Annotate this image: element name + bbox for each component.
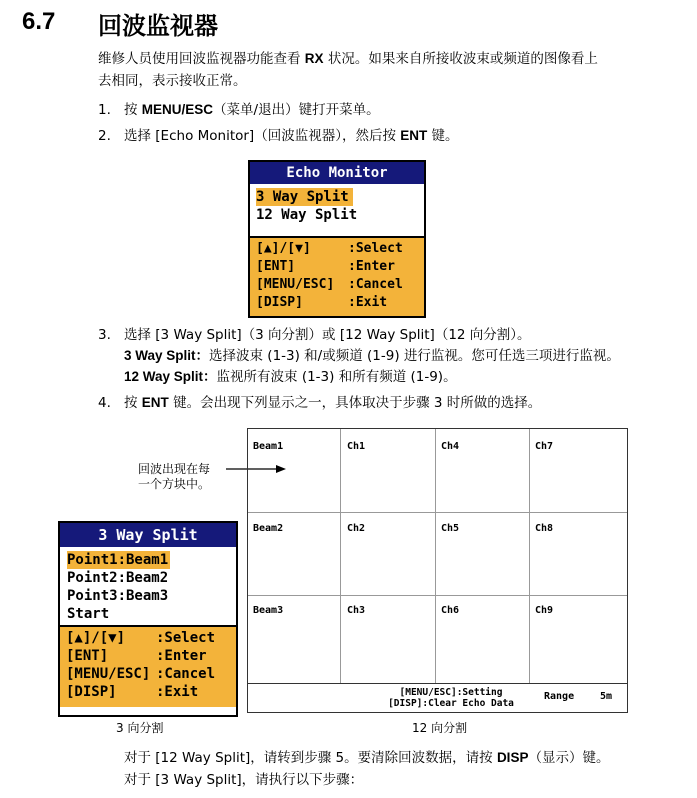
range-label: Range: [544, 691, 575, 702]
footer-setting: [MENU/ESC]:Setting: [399, 687, 503, 698]
menu-key-legend: [250, 236, 424, 316]
key-menu-esc: MENU/ESC: [141, 102, 214, 117]
cell-beam3: Beam3: [253, 605, 284, 616]
section-number: 6.7: [22, 8, 56, 35]
cell-beam1: Beam1: [253, 441, 284, 452]
footer-clear: [DISP]:Clear Echo Data: [388, 698, 514, 709]
intro-rx: RX: [304, 51, 324, 66]
step-4: [98, 393, 678, 413]
step-number: 4.: [98, 395, 111, 411]
grid-divider: [529, 429, 530, 683]
cell-ch1: Ch1: [347, 441, 366, 452]
key-menu-esc: [MENU/ESC]: [256, 277, 335, 292]
caption-12way: 12 向分割: [412, 721, 468, 735]
cell-ch8: Ch8: [535, 523, 554, 534]
menu-item-point1[interactable]: Point1:Beam1: [67, 552, 169, 568]
three-way-split-menu: [58, 521, 238, 717]
twelve-way-split-display: [247, 428, 628, 713]
step3-detail-3way: [124, 346, 694, 366]
key-action: :Exit: [156, 684, 199, 700]
cell-ch7: Ch7: [535, 441, 554, 452]
outro-line2: 对于 [3 Way Split]，请执行以下步骤：: [124, 772, 364, 788]
step-text: 按: [124, 395, 142, 411]
callout-line1: 回波出现在每: [138, 462, 211, 476]
outro-text-cont: （显示）键。: [528, 750, 610, 766]
step-number: 1.: [98, 102, 111, 118]
key-disp: [DISP]: [256, 295, 303, 310]
detail-text: 监视所有波束 (1-3) 和所有频道 (1-9)。: [216, 369, 457, 385]
key-ent: ENT: [141, 395, 169, 410]
detail-label: 3 Way Split：: [124, 348, 210, 363]
step-text-cont: 键。: [427, 128, 459, 144]
menu-key-legend: [60, 625, 236, 707]
step-text-cont: 键。会出现下列显示之一，具体取决于步骤 3 时所做的选择。: [168, 395, 542, 411]
cell-ch9: Ch9: [535, 605, 554, 616]
menu-item-point3[interactable]: Point3:Beam3: [67, 588, 169, 604]
step-text: 选择 [Echo Monitor]（回波监视器），然后按: [124, 128, 401, 144]
cell-ch2: Ch2: [347, 523, 366, 534]
menu-item-12way[interactable]: 12 Way Split: [256, 207, 358, 223]
cell-ch3: Ch3: [347, 605, 366, 616]
callout-line2: 一个方块中。: [138, 477, 211, 491]
intro-text: 维修人员使用回波监视器功能查看: [98, 51, 305, 67]
outro-text: 对于 [12 Way Split]，请转到步骤 5。要清除回波数据，请按: [124, 750, 497, 766]
caption-3way: 3 向分割: [116, 721, 164, 735]
echo-monitor-menu: [248, 160, 426, 318]
grid-divider: [248, 595, 627, 596]
step-3: [98, 325, 678, 345]
outro-paragraph: [124, 747, 694, 791]
cell-beam2: Beam2: [253, 523, 284, 534]
key-ent: [ENT]: [256, 259, 296, 274]
step-text: 按: [124, 102, 142, 118]
step3-detail-12way: [124, 367, 694, 387]
key-menu-esc: [MENU/ESC]: [66, 666, 151, 682]
key-disp: [DISP]: [66, 684, 117, 700]
grid-divider: [248, 512, 627, 513]
key-action: :Cancel: [348, 277, 403, 292]
key-action: :Enter: [156, 648, 207, 664]
callout-text: [138, 462, 210, 492]
intro-line2: 去相同，表示接收正常。: [98, 73, 247, 89]
intro-text-cont: 状况。如果来自所接收波束或频道的图像看上: [323, 51, 598, 67]
key-action: :Select: [348, 241, 403, 256]
grid-divider: [435, 429, 436, 683]
step-text-cont: （菜单/退出）键打开菜单。: [213, 102, 380, 118]
key-ent: ENT: [400, 128, 428, 143]
grid-divider: [248, 683, 627, 684]
grid-divider: [340, 429, 341, 683]
menu-item-start[interactable]: Start: [67, 606, 110, 622]
key-action: :Enter: [348, 259, 395, 274]
detail-text: 选择波束 (1-3) 和/或频道 (1-9) 进行监视。您可任选三项进行监视。: [209, 348, 620, 364]
cell-ch4: Ch4: [441, 441, 460, 452]
menu-item-point2[interactable]: Point2:Beam2: [67, 570, 169, 586]
step-2: [98, 126, 658, 146]
step-number: 2.: [98, 128, 111, 144]
key-action: :Select: [156, 630, 216, 646]
step-number: 3.: [98, 327, 111, 343]
intro-paragraph: [98, 48, 658, 92]
step-1: [98, 100, 658, 120]
key-action: :Exit: [348, 295, 388, 310]
key-ent: [ENT]: [66, 648, 109, 664]
menu-title: 3 Way Split: [60, 523, 236, 547]
menu-item-3way[interactable]: 3 Way Split: [256, 188, 353, 206]
detail-label: 12 Way Split：: [124, 369, 217, 384]
range-value: 5m: [600, 691, 613, 702]
menu-title: Echo Monitor: [250, 162, 424, 184]
step-text: 选择 [3 Way Split]（3 向分割）或 [12 Way Split]（12 向分割）。: [124, 327, 531, 343]
grid-footer-keys: [376, 687, 526, 709]
key-updown: [▲]/[▼]: [66, 630, 126, 646]
key-disp: DISP: [496, 750, 529, 765]
cell-ch6: Ch6: [441, 605, 460, 616]
section-title: 回波监视器: [98, 12, 218, 40]
cell-ch5: Ch5: [441, 523, 460, 534]
key-action: :Cancel: [156, 666, 216, 682]
key-updown: [▲]/[▼]: [256, 241, 311, 256]
